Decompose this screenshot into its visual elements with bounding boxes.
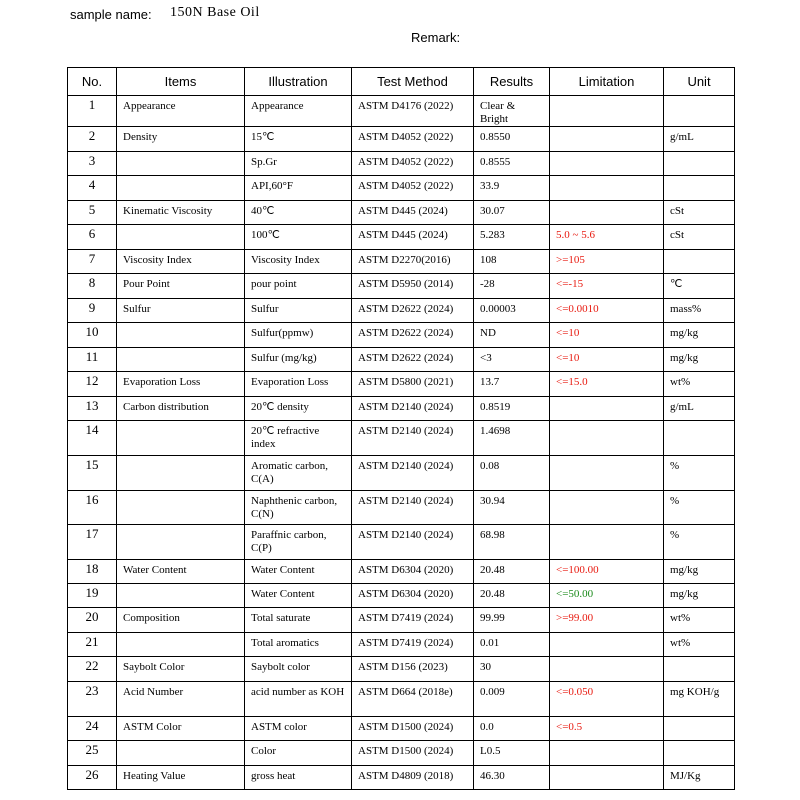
illustration-cell: Appearance [245,96,352,127]
limitation-cell: <=10 [550,323,664,348]
unit-cell: g/mL [664,397,735,421]
table-row [68,525,735,560]
result-cell: 0.08 [474,456,550,491]
table-row [68,766,735,790]
table-row [68,372,735,397]
result-cell: 0.8519 [474,397,550,421]
unit-cell: cSt [664,201,735,225]
unit-cell [664,152,735,176]
unit-cell [664,657,735,682]
result-cell: 1.4698 [474,421,550,456]
row-number: 14 [68,421,117,456]
test-method-cell: ASTM D1500 (2024) [352,741,474,766]
result-cell: 13.7 [474,372,550,397]
result-cell: L0.5 [474,741,550,766]
limitation-cell [550,397,664,421]
table-row [68,274,735,299]
illustration-cell: Evaporation Loss [245,372,352,397]
unit-cell: ℃ [664,274,735,299]
row-number: 2 [68,127,117,152]
row-number: 8 [68,274,117,299]
item-cell: Appearance [117,96,245,127]
limitation-cell: >=99.00 [550,608,664,633]
unit-cell: cSt [664,225,735,250]
item-cell [117,525,245,560]
result-cell: 108 [474,250,550,274]
row-number: 5 [68,201,117,225]
result-cell: -28 [474,274,550,299]
result-cell: 99.99 [474,608,550,633]
result-cell: 0.00003 [474,299,550,323]
table-row [68,127,735,152]
table-row [68,152,735,176]
result-cell: 5.283 [474,225,550,250]
test-method-cell: ASTM D664 (2018e) [352,682,474,717]
limitation-cell [550,633,664,657]
item-cell: ASTM Color [117,717,245,741]
test-method-cell: ASTM D2140 (2024) [352,491,474,525]
results-table [67,67,735,790]
table-row [68,456,735,491]
result-cell: 46.30 [474,766,550,790]
table-row [68,201,735,225]
item-cell [117,348,245,372]
column-header-limitation: Limitation [550,68,664,96]
illustration-cell: 20℃ density [245,397,352,421]
row-number: 3 [68,152,117,176]
test-method-cell: ASTM D2140 (2024) [352,421,474,456]
test-method-cell: ASTM D2140 (2024) [352,525,474,560]
column-header-no: No. [68,68,117,96]
item-cell [117,741,245,766]
item-cell: Kinematic Viscosity [117,201,245,225]
item-cell: Pour Point [117,274,245,299]
item-cell: Sulfur [117,299,245,323]
test-method-cell: ASTM D2622 (2024) [352,323,474,348]
limitation-cell [550,201,664,225]
table-row [68,421,735,456]
limitation-cell [550,491,664,525]
test-method-cell: ASTM D4052 (2022) [352,176,474,201]
item-cell: Density [117,127,245,152]
illustration-cell: Sulfur [245,299,352,323]
limitation-cell: >=105 [550,250,664,274]
unit-cell: mg KOH/g [664,682,735,717]
test-method-cell: ASTM D6304 (2020) [352,560,474,584]
table-row [68,682,735,717]
limitation-cell: <=0.0010 [550,299,664,323]
result-cell: Clear & Bright [474,96,550,127]
row-number: 10 [68,323,117,348]
result-cell: 0.0 [474,717,550,741]
row-number: 9 [68,299,117,323]
table-row [68,299,735,323]
illustration-cell: 15℃ [245,127,352,152]
row-number: 6 [68,225,117,250]
sample-name-label: sample name: [70,7,152,22]
unit-cell: mg/kg [664,348,735,372]
row-number: 13 [68,397,117,421]
unit-cell [664,741,735,766]
item-cell [117,176,245,201]
sample-name-value: 150N Base Oil [170,5,260,20]
test-method-cell: ASTM D7419 (2024) [352,608,474,633]
test-method-cell: ASTM D4176 (2022) [352,96,474,127]
illustration-cell: API,60°F [245,176,352,201]
column-header-items: Items [117,68,245,96]
item-cell [117,584,245,608]
table-row [68,397,735,421]
table-row [68,657,735,682]
illustration-cell: Color [245,741,352,766]
column-header-unit: Unit [664,68,735,96]
test-method-cell: ASTM D2270(2016) [352,250,474,274]
illustration-cell: Sulfur(ppmw) [245,323,352,348]
item-cell [117,421,245,456]
unit-cell: % [664,491,735,525]
limitation-cell: <=-15 [550,274,664,299]
test-method-cell: ASTM D2622 (2024) [352,348,474,372]
item-cell: Viscosity Index [117,250,245,274]
test-method-cell: ASTM D4052 (2022) [352,152,474,176]
illustration-cell: gross heat [245,766,352,790]
unit-cell [664,717,735,741]
test-method-cell: ASTM D2622 (2024) [352,299,474,323]
unit-cell [664,250,735,274]
item-cell: Evaporation Loss [117,372,245,397]
limitation-cell [550,766,664,790]
result-cell: 20.48 [474,560,550,584]
item-cell: Saybolt Color [117,657,245,682]
limitation-cell: <=15.0 [550,372,664,397]
limitation-cell [550,152,664,176]
column-header-results: Results [474,68,550,96]
limitation-cell: <=0.5 [550,717,664,741]
unit-cell: mg/kg [664,323,735,348]
illustration-cell: Viscosity Index [245,250,352,274]
unit-cell: wt% [664,608,735,633]
illustration-cell: Total saturate [245,608,352,633]
row-number: 4 [68,176,117,201]
item-cell: Acid Number [117,682,245,717]
row-number: 23 [68,682,117,717]
illustration-cell: 20℃ refractive index [245,421,352,456]
limitation-cell: <=100.00 [550,560,664,584]
row-number: 12 [68,372,117,397]
result-cell: 30 [474,657,550,682]
item-cell [117,225,245,250]
table-row [68,560,735,584]
item-cell: Carbon distribution [117,397,245,421]
item-cell [117,323,245,348]
row-number: 19 [68,584,117,608]
row-number: 18 [68,560,117,584]
table-header-row [68,68,735,96]
unit-cell: % [664,525,735,560]
item-cell [117,456,245,491]
row-number: 26 [68,766,117,790]
item-cell [117,491,245,525]
row-number: 25 [68,741,117,766]
result-cell: 0.009 [474,682,550,717]
test-method-cell: ASTM D6304 (2020) [352,584,474,608]
column-header-illustration: Illustration [245,68,352,96]
table-row [68,176,735,201]
table-row [68,323,735,348]
table-row [68,348,735,372]
limitation-cell: <=0.050 [550,682,664,717]
unit-cell: mg/kg [664,560,735,584]
unit-cell [664,176,735,201]
unit-cell: mg/kg [664,584,735,608]
test-method-cell: ASTM D445 (2024) [352,201,474,225]
unit-cell: g/mL [664,127,735,152]
row-number: 1 [68,96,117,127]
row-number: 7 [68,250,117,274]
limitation-cell [550,127,664,152]
row-number: 17 [68,525,117,560]
result-cell: 0.01 [474,633,550,657]
result-cell: 30.07 [474,201,550,225]
table-row [68,633,735,657]
limitation-cell: <=50.00 [550,584,664,608]
test-method-cell: ASTM D7419 (2024) [352,633,474,657]
result-cell: 33.9 [474,176,550,201]
illustration-cell: Water Content [245,560,352,584]
test-method-cell: ASTM D4809 (2018) [352,766,474,790]
illustration-cell: Sp.Gr [245,152,352,176]
test-method-cell: ASTM D445 (2024) [352,225,474,250]
limitation-cell: <=10 [550,348,664,372]
item-cell [117,152,245,176]
item-cell: Water Content [117,560,245,584]
illustration-cell: Water Content [245,584,352,608]
test-method-cell: ASTM D1500 (2024) [352,717,474,741]
limitation-cell [550,525,664,560]
row-number: 20 [68,608,117,633]
limitation-cell [550,421,664,456]
table-row [68,96,735,127]
column-header-test-method: Test Method [352,68,474,96]
illustration-cell: pour point [245,274,352,299]
limitation-cell [550,456,664,491]
result-cell: 20.48 [474,584,550,608]
result-cell: ND [474,323,550,348]
illustration-cell: 40℃ [245,201,352,225]
illustration-cell: Sulfur (mg/kg) [245,348,352,372]
test-method-cell: ASTM D5800 (2021) [352,372,474,397]
row-number: 21 [68,633,117,657]
limitation-cell: 5.0 ~ 5.6 [550,225,664,250]
result-cell: 30.94 [474,491,550,525]
row-number: 16 [68,491,117,525]
illustration-cell: Saybolt color [245,657,352,682]
item-cell: Heating Value [117,766,245,790]
remark-label: Remark: [411,30,461,45]
unit-cell: MJ/Kg [664,766,735,790]
limitation-cell [550,741,664,766]
result-cell: <3 [474,348,550,372]
result-cell: 0.8550 [474,127,550,152]
illustration-cell: 100℃ [245,225,352,250]
illustration-cell: Total aromatics [245,633,352,657]
test-method-cell: ASTM D4052 (2022) [352,127,474,152]
unit-cell: wt% [664,372,735,397]
row-number: 22 [68,657,117,682]
test-method-cell: ASTM D2140 (2024) [352,456,474,491]
limitation-cell [550,96,664,127]
test-method-cell: ASTM D5950 (2014) [352,274,474,299]
illustration-cell: Paraffnic carbon, C(P) [245,525,352,560]
row-number: 11 [68,348,117,372]
illustration-cell: Naphthenic carbon, C(N) [245,491,352,525]
result-cell: 0.8555 [474,152,550,176]
unit-cell: mass% [664,299,735,323]
table-row [68,717,735,741]
illustration-cell: ASTM color [245,717,352,741]
unit-cell [664,421,735,456]
row-number: 15 [68,456,117,491]
unit-cell: % [664,456,735,491]
table-row [68,225,735,250]
item-cell: Composition [117,608,245,633]
test-method-cell: ASTM D2140 (2024) [352,397,474,421]
table-row [68,741,735,766]
item-cell [117,633,245,657]
illustration-cell: Aromatic carbon, C(A) [245,456,352,491]
unit-cell [664,96,735,127]
row-number: 24 [68,717,117,741]
illustration-cell: acid number as KOH [245,682,352,717]
result-cell: 68.98 [474,525,550,560]
limitation-cell [550,657,664,682]
test-method-cell: ASTM D156 (2023) [352,657,474,682]
unit-cell: wt% [664,633,735,657]
table-row [68,584,735,608]
table-row [68,491,735,525]
table-row [68,608,735,633]
table-row [68,250,735,274]
limitation-cell [550,176,664,201]
